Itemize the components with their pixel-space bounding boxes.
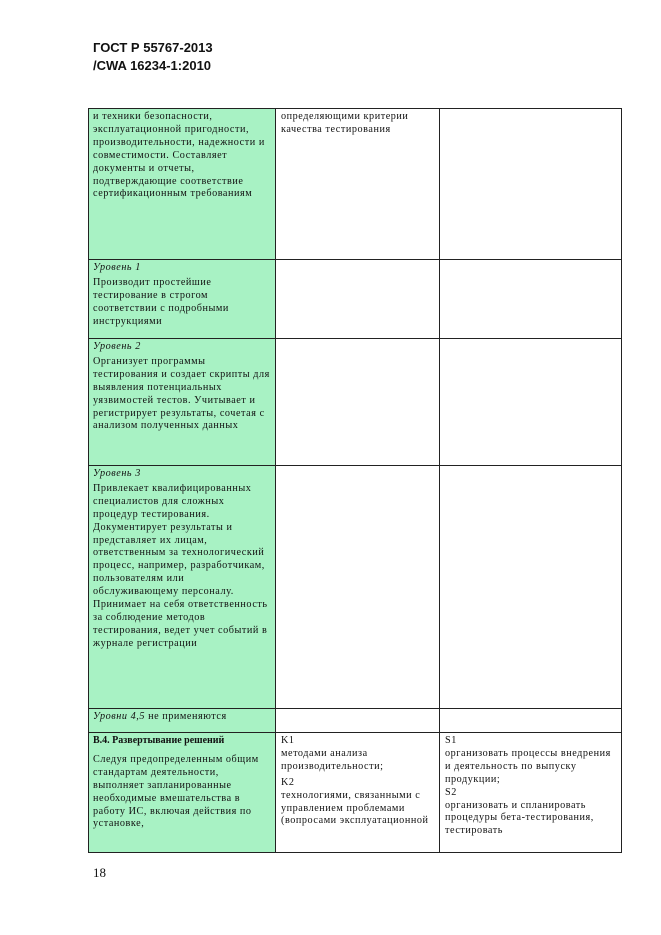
level-3-text: Привлекает квалифицированных специалистов для сложных процедур тестирования. Документирует результаты и представляет их лицам, ответственным за технологический процесс, например, разработчикам, пользователям или обслуживающему персоналу. Принимает на себя ответственность за соблюдение методов тестирования, ведет учет событий в журнале регистрации (93, 482, 268, 649)
knowledge-cell (276, 733, 440, 853)
table-row (89, 709, 622, 733)
description-text: и техники безопасности, эксплуатационной пригодности, производительности, надежности и совместимости. Составляет документы и отчеты, подтверждающие соответствие сертификационным требованиям (93, 111, 265, 200)
knowledge-cell (276, 260, 440, 339)
levels-4-5-cell (89, 709, 276, 733)
skills-cell (440, 709, 622, 733)
section-b4-text: Следуя предопределенным общим стандартам деятельности, выполняет запланированные необходимые вмешательства в работу ИС, включая действия по установке, (93, 753, 259, 830)
page-number: 18 (93, 865, 106, 880)
knowledge-code-k2: K2 (281, 776, 295, 788)
level-3-cell (89, 466, 276, 709)
table-row (89, 733, 622, 853)
level-1-cell (89, 260, 276, 339)
knowledge-code-k1: K1 (281, 735, 295, 746)
knowledge-text-k1: методами анализа производительности; (281, 747, 384, 772)
knowledge-cell (276, 339, 440, 466)
table-row (89, 466, 622, 709)
competence-table (88, 108, 622, 853)
standard-code: ГОСТ Р 55767-2013 (93, 40, 213, 55)
knowledge-cell (276, 109, 440, 260)
knowledge-text: определяющими критерии качества тестирования (281, 111, 409, 135)
level-2-cell (89, 339, 276, 466)
level-3-label: Уровень 3 (93, 468, 141, 479)
table-row (89, 260, 622, 339)
skills-cell (440, 733, 622, 853)
skills-cell (440, 260, 622, 339)
table-row (89, 339, 622, 466)
section-b4-title: В.4. Развертывание решений (93, 735, 225, 746)
knowledge-cell (276, 466, 440, 709)
table-row (89, 109, 622, 260)
standard-code-secondary: /CWA 16234-1:2010 (93, 58, 212, 73)
description-cell (89, 109, 276, 260)
level-2-text: Организует программы тестирования и создает скрипты для выявления потенциальных уязвимостей тестов. Учитывает и регистрирует результаты, сочетая с анализом полученных данных (93, 355, 270, 432)
skill-text-s2: организовать и спланировать процедуры бета-тестирования, тестировать (445, 799, 594, 837)
level-1-text: Производит простейшие тестирование в строгом соответствии с подробными инструкциями (93, 276, 229, 327)
level-1-label: Уровень 1 (93, 262, 141, 273)
knowledge-text-k2: технологиями, связанными с управлением проблемами (вопросами эксплуатационной (281, 789, 429, 827)
levels-4-5-text: не применяются (148, 711, 227, 722)
level-2-label: Уровень 2 (93, 341, 141, 352)
skills-cell (440, 466, 622, 709)
skill-code-s2: S2 (445, 786, 457, 798)
skills-cell (440, 109, 622, 260)
knowledge-cell (276, 709, 440, 733)
skills-cell (440, 339, 622, 466)
levels-4-5-label: Уровни 4,5 (93, 711, 145, 722)
skill-code-s1: S1 (445, 735, 457, 746)
section-b4-cell (89, 733, 276, 853)
skill-text-s1: организовать процессы внедрения и деятельность по выпуску продукции; (445, 747, 611, 785)
